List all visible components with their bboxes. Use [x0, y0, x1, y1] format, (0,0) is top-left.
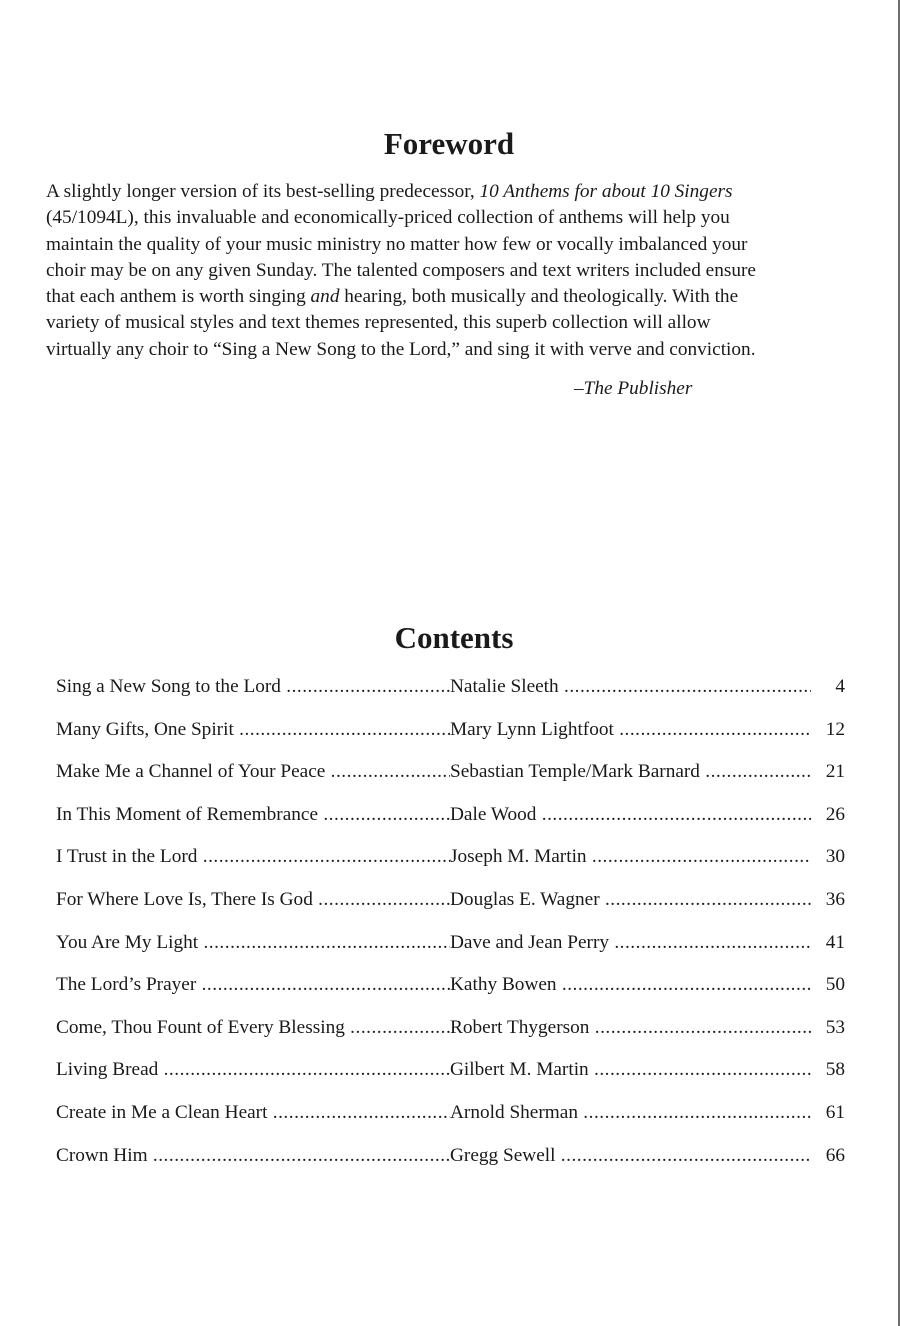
- publisher-signature: –The Publisher: [574, 378, 693, 399]
- toc-entry-title: The Lord’s Prayer .....: [56, 970, 450, 1000]
- toc-entry-page: 53: [825, 1016, 845, 1038]
- dot-leader: [589, 1017, 811, 1038]
- dot-leader: [589, 1059, 811, 1080]
- toc-entry: [56, 672, 845, 715]
- toc-entry-title: You Are My Light .....: [56, 928, 450, 958]
- toc-entry: [56, 928, 845, 971]
- toc-entry-author: Natalie Sleeth .....: [450, 672, 811, 702]
- toc-entry: [56, 970, 845, 1013]
- toc-entry-author: Gregg Sewell .....: [450, 1141, 811, 1171]
- dot-leader: [198, 932, 450, 953]
- toc-entry: [56, 1055, 845, 1098]
- toc-entry-author: Joseph M. Martin .....: [450, 842, 811, 872]
- toc-entry-author: Dale Wood .....: [450, 800, 811, 830]
- dot-leader: [345, 1017, 450, 1038]
- dot-leader: [158, 1059, 450, 1080]
- foreword-line: maintain the quality of your music ministry no matter how few or vocally imbalanced your: [46, 233, 748, 255]
- toc-entry-page: 41: [825, 931, 845, 953]
- foreword-line: variety of musical styles and text themes represented, this superb collection will allow: [46, 312, 711, 334]
- dot-leader: [196, 974, 450, 995]
- book-title-reference: 10 Anthems for about 10 Singers: [479, 181, 733, 202]
- dot-leader: [614, 719, 811, 740]
- dot-leader: [587, 846, 811, 867]
- dot-leader: [267, 1102, 450, 1123]
- dot-leader: [281, 676, 450, 697]
- toc-entry-page: 21: [825, 761, 845, 783]
- toc-entry-author: Douglas E. Wagner .....: [450, 885, 811, 915]
- dot-leader: [148, 1145, 450, 1166]
- toc-entry: [56, 1098, 845, 1141]
- toc-entry-title: Crown Him .....: [56, 1141, 450, 1171]
- toc-entry: [56, 715, 845, 758]
- dot-leader: [700, 761, 811, 782]
- toc-entry-title: Sing a New Song to the Lord .....: [56, 672, 450, 702]
- toc-entry-page: 26: [825, 803, 845, 825]
- foreword-heading: Foreword: [383, 126, 515, 161]
- toc-entry-author: Gilbert M. Martin .....: [450, 1055, 811, 1085]
- toc-entry-title: Living Bread .....: [56, 1055, 450, 1085]
- foreword-line: A slightly longer version of its best-selling predecessor, 10 Anthems for about 10 Singers: [46, 181, 733, 202]
- toc-entry-page: 36: [825, 888, 845, 910]
- toc-entry-title: Create in Me a Clean Heart .....: [56, 1098, 450, 1128]
- dot-leader: [325, 761, 450, 782]
- dot-leader: [234, 719, 450, 740]
- toc-entry: [56, 800, 845, 843]
- toc-entry: [56, 757, 845, 800]
- toc-entry-title: In This Moment of Remembrance .....: [56, 800, 450, 830]
- toc-entry-title: I Trust in the Lord .....: [56, 842, 450, 872]
- toc-entry-title: Many Gifts, One Spirit .....: [56, 715, 450, 745]
- dot-leader: [197, 846, 450, 867]
- toc-entry-author: Sebastian Temple/Mark Barnard .....: [450, 757, 811, 787]
- dot-leader: [609, 932, 811, 953]
- toc-entry-page: 30: [825, 846, 845, 868]
- dot-leader: [578, 1102, 811, 1123]
- dot-leader: [318, 804, 450, 825]
- toc-entry-author: Robert Thygerson .....: [450, 1013, 811, 1043]
- toc-entry-page: 66: [825, 1144, 845, 1166]
- toc-entry-author: Mary Lynn Lightfoot .....: [450, 715, 811, 745]
- dot-leader: [600, 889, 811, 910]
- contents-heading: Contents: [394, 620, 514, 655]
- dot-leader: [555, 1145, 811, 1166]
- toc-entry-page: 61: [825, 1101, 845, 1123]
- toc-entry-author: Arnold Sherman .....: [450, 1098, 811, 1128]
- foreword-line: that each anthem is worth singing and hearing, both musically and theologically. With the: [46, 286, 739, 308]
- toc-entry-title: Make Me a Channel of Your Peace .....: [56, 757, 450, 787]
- toc-entry: [56, 1013, 845, 1056]
- dot-leader: [557, 974, 811, 995]
- table-of-contents: [56, 672, 845, 1183]
- toc-entry-page: 50: [825, 974, 845, 996]
- foreword-line: virtually any choir to “Sing a New Song to the Lord,” and sing it with verve and conviction.: [46, 338, 756, 360]
- toc-entry-author: Dave and Jean Perry .....: [450, 928, 811, 958]
- toc-entry-author: Kathy Bowen .....: [450, 970, 811, 1000]
- toc-entry-page: 12: [825, 718, 845, 740]
- dot-leader: [313, 889, 450, 910]
- toc-entry: [56, 1141, 845, 1184]
- toc-entry-page: 58: [825, 1059, 845, 1081]
- toc-entry-title: Come, Thou Fount of Every Blessing .....: [56, 1013, 450, 1043]
- emphasis: and: [310, 286, 340, 308]
- foreword-line: (45/1094L), this invaluable and economically-priced collection of anthems will help you: [46, 207, 730, 229]
- foreword-paragraph: [46, 179, 866, 363]
- toc-entry: [56, 842, 845, 885]
- foreword-line: choir may be on any given Sunday. The talented composers and text writers included ensure: [46, 259, 756, 281]
- toc-entry-title: For Where Love Is, There Is God .....: [56, 885, 450, 915]
- dot-leader: [559, 676, 811, 697]
- toc-entry-page: 4: [835, 676, 845, 697]
- dot-leader: [536, 804, 811, 825]
- toc-entry: [56, 885, 845, 928]
